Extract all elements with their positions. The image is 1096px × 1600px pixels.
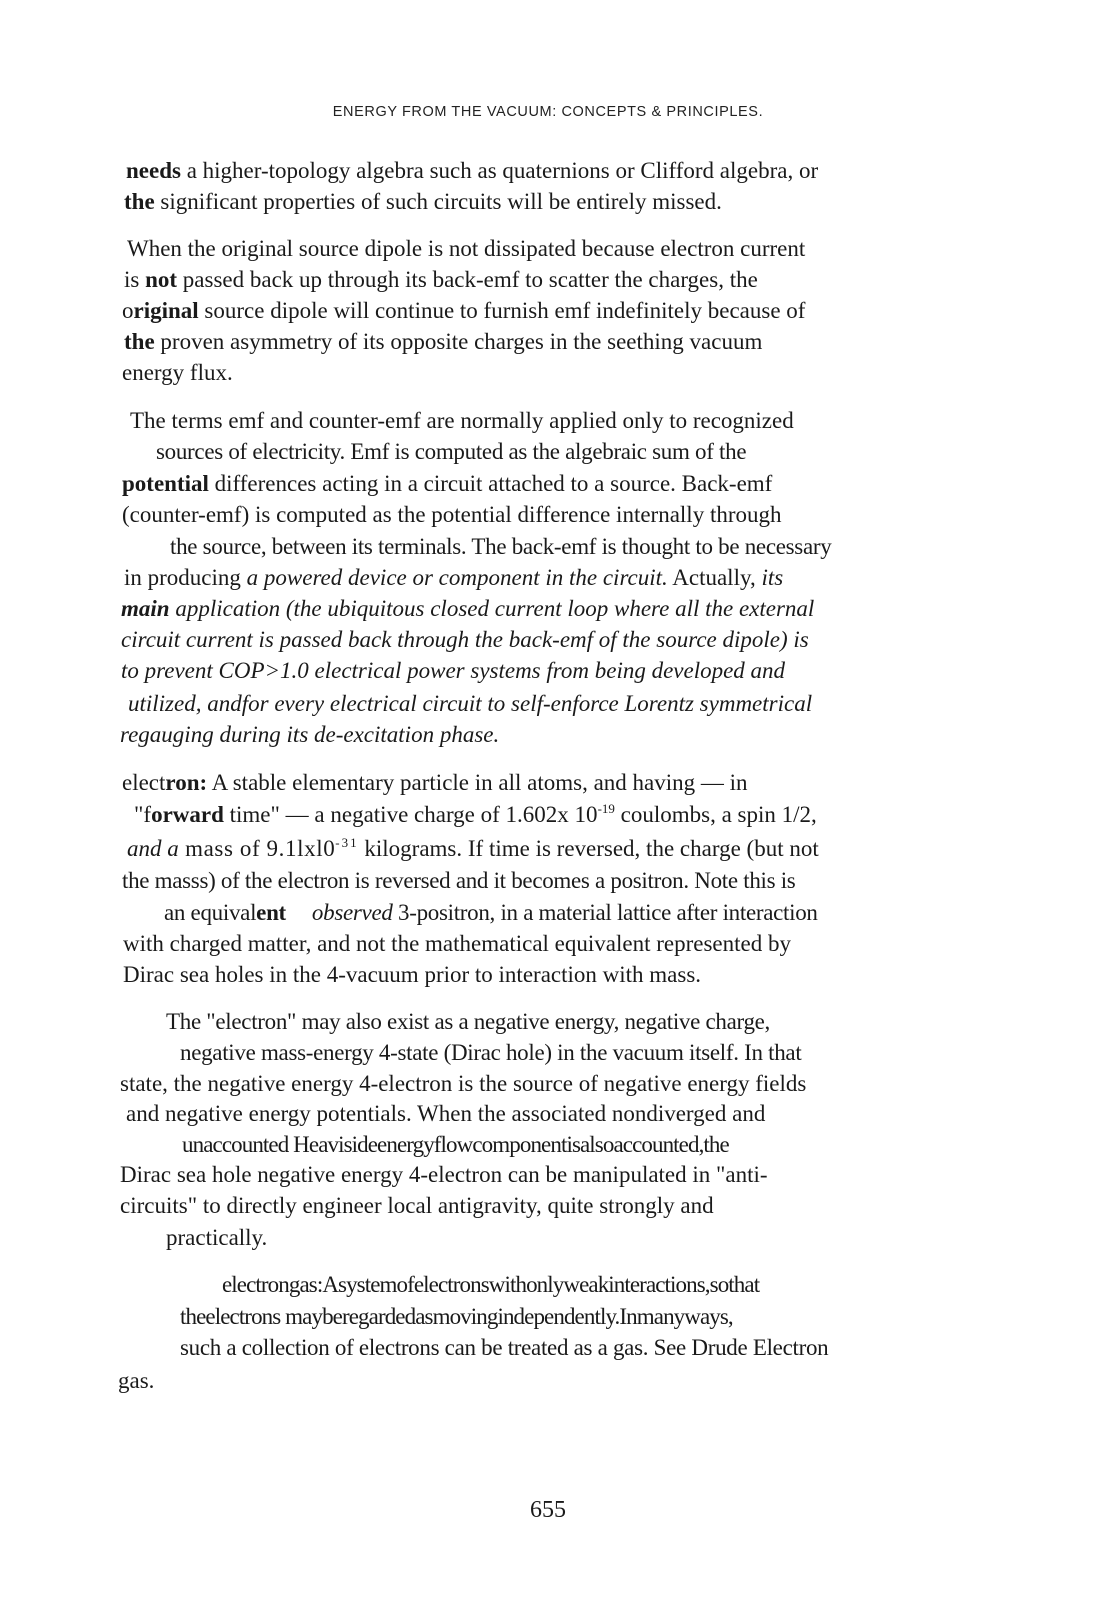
text-span: source dipole will continue to furnish emf indefinitely because of	[198, 298, 806, 323]
paragraph-line: circuits" to directly engineer local antigravity, quite strongly and	[120, 1193, 714, 1218]
paragraph-line	[122, 296, 805, 326]
paragraph-line	[124, 563, 783, 593]
text-span: elect	[122, 770, 166, 795]
text-span: in producing	[124, 565, 247, 590]
italic-phrase: application (the ubiquitous closed current loop where all the external	[169, 596, 815, 621]
paragraph-line: with charged matter, and not the mathematical equivalent represented by	[123, 931, 791, 956]
bold-italic-term: main	[121, 596, 170, 621]
text-span: an equival	[164, 900, 257, 925]
text-span: Actually,	[667, 565, 762, 590]
paragraph-line	[164, 898, 818, 928]
italic-phrase: a powered device or component in the circuit.	[246, 565, 668, 590]
bold-term: orward	[151, 802, 224, 827]
paragraph-line: regauging during its de-excitation phase.	[120, 722, 500, 747]
text-span: proven asymmetry of its opposite charges in the seething vacuum	[154, 329, 763, 354]
paragraph-line	[126, 156, 818, 186]
italic-phrase: observed	[311, 900, 393, 925]
bold-term: the	[124, 189, 155, 214]
text-span: 3-positron, in a material lattice after interaction	[392, 900, 818, 925]
paragraph-line: such a collection of electrons can be treated as a gas. See Drude Electron	[180, 1335, 829, 1360]
text-span: "f	[134, 802, 152, 827]
text-span: utilized,	[128, 691, 208, 716]
paragraph-line	[122, 768, 748, 798]
paragraph-line: When the original source dipole is not dissipated because electron current	[127, 236, 806, 261]
text-span: time" — a negative charge of 1.602x 10	[223, 802, 598, 827]
text-span: differences acting in a circuit attached to a source. Back-emf	[208, 471, 773, 496]
text-span: a higher-topology algebra such as quaternions or Clifford algebra, or	[180, 158, 819, 183]
paragraph-line: (counter-emf) is computed as the potential difference internally through	[122, 502, 782, 527]
italic-phrase: and a	[127, 836, 179, 861]
bold-term: ent	[256, 900, 286, 925]
paragraph-line	[121, 594, 814, 624]
paragraph-line: to prevent COP>1.0 electrical power systems from being developed and	[121, 658, 786, 683]
paragraph-line: Dirac sea hole negative energy 4-electron can be manipulated in "anti-	[120, 1162, 768, 1187]
text-span: is	[124, 267, 146, 292]
running-header: ENERGY FROM THE VACUUM: CONCEPTS & PRINCIPLES.	[332, 104, 764, 120]
paragraph-line	[127, 834, 819, 864]
bold-term: the	[124, 329, 155, 354]
paragraph-line	[122, 469, 772, 499]
paragraph-line: state, the negative energy 4-electron is the source of negative energy fields	[120, 1071, 807, 1096]
paragraph-line: and negative energy potentials. When the associated nondiverged and	[126, 1101, 766, 1126]
paragraph-line: the masss) of the electron is reversed and it becomes a positron. Note this is	[122, 868, 796, 893]
text-span: andfor every electrical circuit to self-enforce Lorentz symmetrical	[207, 691, 813, 716]
paragraph-line: electrongas:Asystemofelectronswithonlyweakinteractions,sothat	[222, 1272, 760, 1297]
bold-term: potential	[122, 471, 209, 496]
bold-term: ron:	[165, 770, 208, 795]
text-span: kilograms. If time is reversed, the charge (but not	[358, 836, 819, 861]
paragraph-line: unaccounted Heavisideenergyflowcomponentisalsoaccounted,the	[182, 1132, 729, 1157]
paragraph-line	[128, 689, 812, 719]
paragraph-line: circuit current is passed back through the back-emf of the source dipole) is	[121, 627, 809, 652]
paragraph-line: practically.	[166, 1225, 268, 1250]
paragraph-line: gas.	[118, 1368, 155, 1393]
text-span: mass of 9.1lxl0	[178, 836, 336, 861]
paragraph-line	[124, 187, 722, 217]
text-span: significant properties of such circuits will be entirely missed.	[154, 189, 722, 214]
italic-phrase: its	[761, 565, 784, 590]
paragraph-line: theelectrons mayberegardedasmovingindependently.Inmanyways,	[180, 1304, 733, 1329]
paragraph-line: The terms emf and counter-emf are normally applied only to recognized	[130, 408, 794, 433]
paragraph-line: the source, between its terminals. The back-emf is thought to be necessary	[170, 534, 832, 559]
text-span: passed back up through its back-emf to scatter the charges, the	[177, 267, 758, 292]
paragraph-line	[124, 327, 762, 357]
paragraph-line: energy flux.	[122, 360, 233, 385]
page-number: 655	[530, 1497, 566, 1523]
paragraph-line: Dirac sea holes in the 4-vacuum prior to interaction with mass.	[123, 962, 702, 987]
superscript: -19	[597, 801, 615, 816]
text-span: A stable elementary particle in all atoms, and having — in	[207, 770, 748, 795]
paragraph-line	[124, 265, 758, 295]
paragraph-line: The "electron" may also exist as a negative energy, negative charge,	[166, 1009, 771, 1034]
paragraph-line: negative mass-energy 4-state (Dirac hole) in the vacuum itself. In that	[180, 1040, 802, 1065]
superscript: -31	[335, 835, 359, 850]
paragraph-line: sources of electricity. Emf is computed as the algebraic sum of the	[156, 439, 747, 464]
bold-term: not	[145, 267, 178, 292]
paragraph-line	[134, 800, 817, 830]
bold-term: needs	[126, 158, 181, 183]
bold-term: riginal	[133, 298, 199, 323]
text-span: coulombs, a spin 1/2,	[614, 802, 817, 827]
text-span: o	[122, 298, 134, 323]
